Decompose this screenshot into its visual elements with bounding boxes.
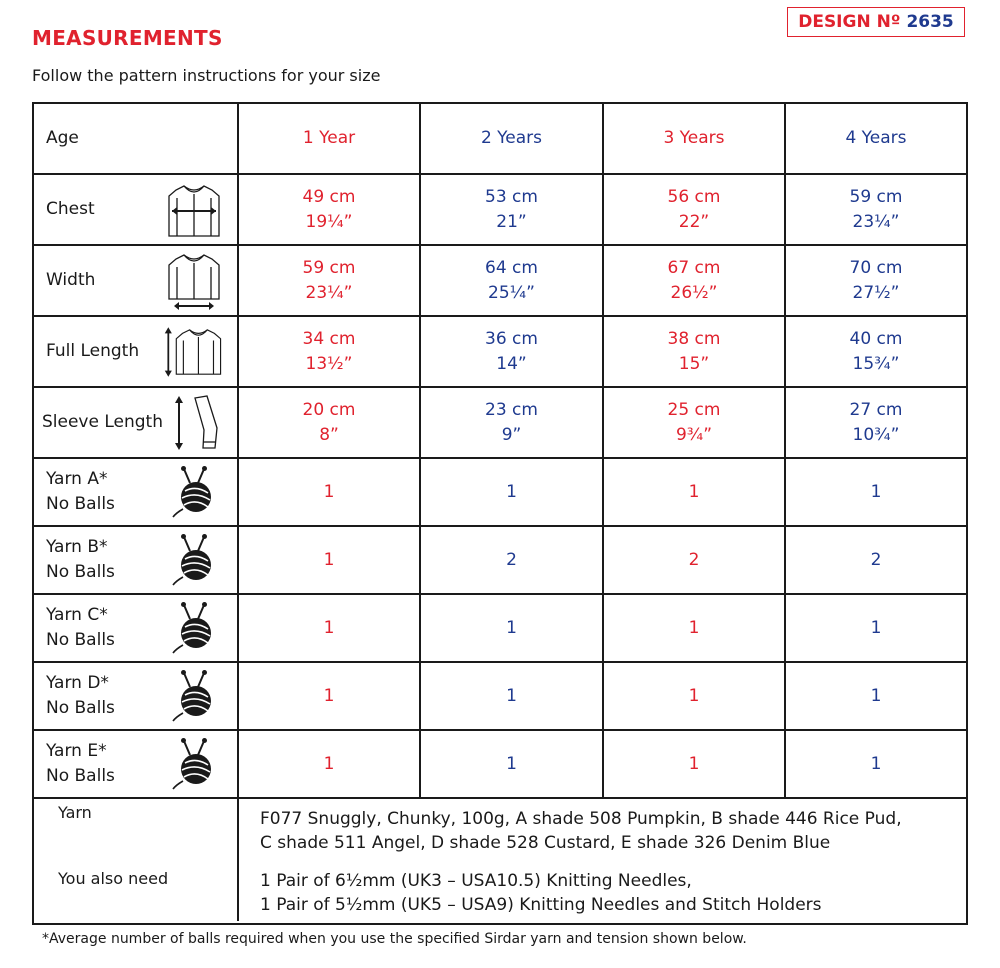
yarn-row-c [33, 594, 967, 662]
value-cell: 1 [603, 730, 785, 798]
value-cell: 1 [238, 458, 420, 526]
age-label: Age [46, 128, 79, 148]
value-cell: 59 cm 23¼” [238, 245, 420, 316]
full-length-diagram-icon [163, 322, 225, 382]
age-row [33, 103, 967, 174]
also-need-text: 1 Pair of 6½mm (UK3 – USA10.5) Knitting Needles, 1 Pair of 5½mm (UK5 – USA9) Knitting Needles and Stitch Holders [260, 871, 822, 915]
value-cell: 1 [603, 458, 785, 526]
size-header: 1 Year [238, 103, 420, 174]
row-label: Yarn C* No Balls [46, 605, 115, 650]
value-cell: 2 [420, 526, 603, 594]
value-cell: 2 [785, 526, 967, 594]
row-label: Yarn A* No Balls [46, 469, 115, 514]
measurement-row-chest [33, 174, 967, 245]
value-cell: 1 [603, 594, 785, 662]
size-header: 2 Years [420, 103, 603, 174]
value-cell: 20 cm 8” [238, 387, 420, 458]
yarn-row-a [33, 458, 967, 526]
value-cell: 1 [420, 458, 603, 526]
measurement-row-width [33, 245, 967, 316]
value-cell: 1 [603, 662, 785, 730]
yarn-ball-needles-icon [163, 530, 225, 590]
yarn-text: F077 Snuggly, Chunky, 100g, A shade 508 Pumpkin, B shade 446 Rice Pud, C shade 511 Angel, D shade 528 Custard, E shade 326 Denim Blue [260, 809, 902, 853]
value-cell: 23 cm 9” [420, 387, 603, 458]
page-title: MEASUREMENTS [32, 26, 223, 50]
yarn-ball-needles-icon [163, 666, 225, 726]
value-cell: 1 [785, 662, 967, 730]
value-cell: 25 cm 9¾” [603, 387, 785, 458]
value-cell: 1 [785, 594, 967, 662]
yarn-ball-needles-icon [163, 598, 225, 658]
design-number-box [787, 7, 965, 37]
yarn-ball-needles-icon [163, 462, 225, 522]
value-cell: 1 [238, 662, 420, 730]
value-cell: 59 cm 23¼” [785, 174, 967, 245]
value-cell: 1 [420, 594, 603, 662]
chest-width-diagram-icon [163, 180, 225, 240]
row-label: Yarn D* No Balls [46, 673, 115, 718]
size-header: 3 Years [603, 103, 785, 174]
measurement-row-sleeve-length [33, 387, 967, 458]
value-cell: 34 cm 13½” [238, 316, 420, 387]
row-label: Chest [46, 199, 95, 219]
value-cell: 56 cm 22” [603, 174, 785, 245]
value-cell: 40 cm 15¾” [785, 316, 967, 387]
value-cell: 67 cm 26½” [603, 245, 785, 316]
value-cell: 36 cm 14” [420, 316, 603, 387]
row-label: Full Length [46, 341, 140, 361]
yarn-ball-needles-icon [163, 734, 225, 794]
row-label: Yarn B* No Balls [46, 537, 115, 582]
value-cell: 38 cm 15” [603, 316, 785, 387]
design-number: 2635 [906, 12, 954, 32]
value-cell: 64 cm 25¼” [420, 245, 603, 316]
value-cell: 49 cm 19¼” [238, 174, 420, 245]
value-cell: 1 [238, 526, 420, 594]
value-cell: 2 [603, 526, 785, 594]
row-label: Yarn E* No Balls [46, 741, 115, 786]
page-subtitle: Follow the pattern instructions for your size [32, 66, 381, 85]
hem-width-diagram-icon [163, 251, 225, 311]
sleeve-length-diagram-icon [173, 393, 225, 453]
value-cell: 1 [238, 594, 420, 662]
value-cell: 1 [238, 730, 420, 798]
yarn-row-d [33, 662, 967, 730]
row-label: Width [46, 270, 96, 290]
footer-row [33, 798, 967, 924]
value-cell: 70 cm 27½” [785, 245, 967, 316]
value-cell: 1 [785, 730, 967, 798]
yarn-row-b [33, 526, 967, 594]
value-cell: 27 cm 10¾” [785, 387, 967, 458]
yarn-details [33, 798, 967, 924]
yarn-row-e [33, 730, 967, 798]
value-cell: 1 [420, 730, 603, 798]
also-need-label: You also need [58, 869, 169, 888]
footnote: *Average number of balls required when you use the specified Sirdar yarn and tension shown below. [42, 931, 747, 947]
yarn-label: Yarn [58, 803, 92, 822]
size-header: 4 Years [785, 103, 967, 174]
design-label: DESIGN Nº [798, 12, 901, 32]
value-cell: 1 [785, 458, 967, 526]
measurement-row-full-length [33, 316, 967, 387]
row-label: Sleeve Length [42, 412, 163, 432]
value-cell: 53 cm 21” [420, 174, 603, 245]
value-cell: 1 [420, 662, 603, 730]
measurements-table [32, 102, 968, 925]
